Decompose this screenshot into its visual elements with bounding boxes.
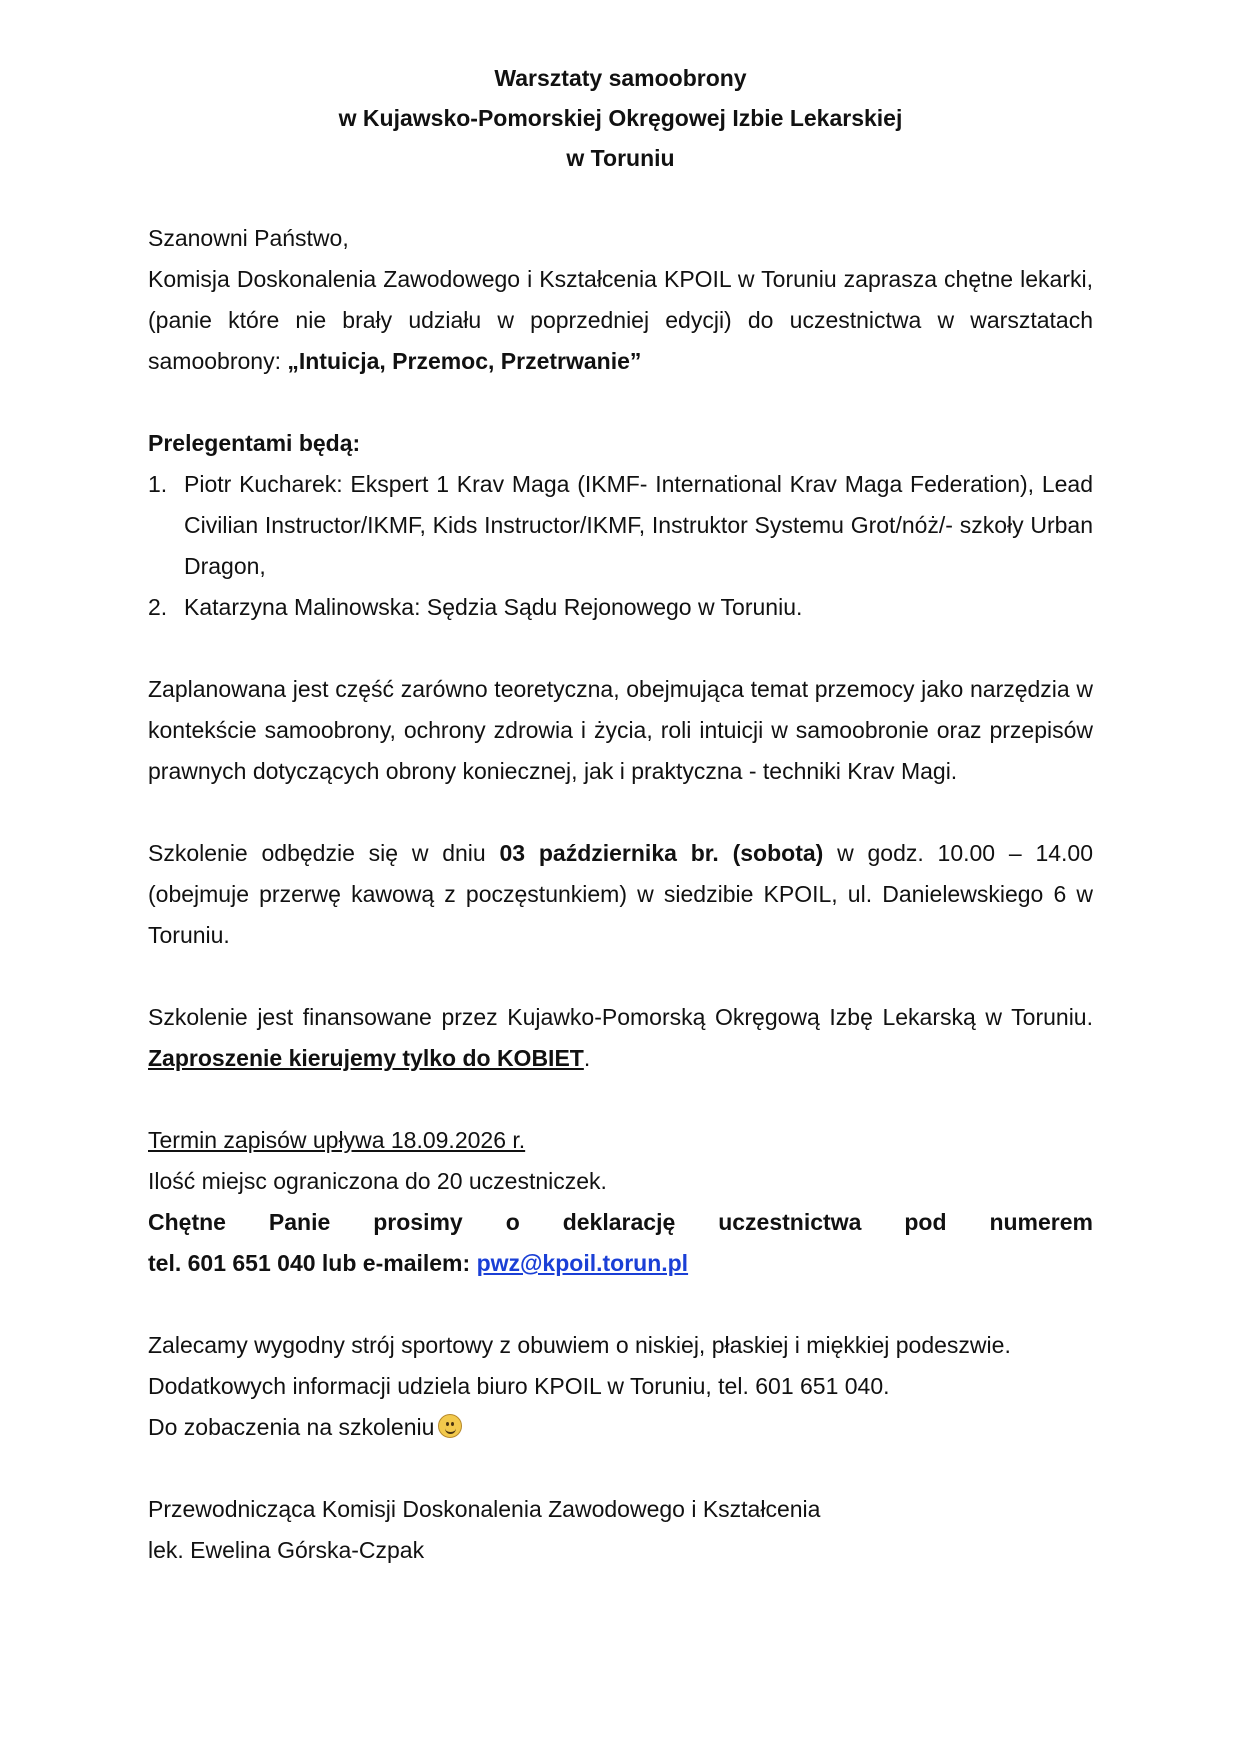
- document-body: [148, 218, 1093, 1571]
- declaration-line-2: [148, 1243, 1093, 1284]
- document-title: [0, 58, 1241, 178]
- women-only-notice: Zaproszenie kierujemy tylko do KOBIET: [148, 1045, 584, 1071]
- list-item-number: 1.: [148, 471, 168, 497]
- registration-deadline: Termin zapisów upływa 18.09.2026 r.: [148, 1127, 526, 1153]
- smiley-face-icon: [438, 1414, 462, 1438]
- list-item-text: Piotr Kucharek: Ekspert 1 Krav Maga (IKMF- International Krav Maga Federation), Lead Civilian Instructor/IKMF, Kids Instructor/IKMF, Instruktor Systemu Grot/nóż/- szkoły Urban Dragon,: [184, 471, 1093, 579]
- intro-text: Komisja Doskonalenia Zawodowego i Kształcenia KPOIL w Toruniu zaprasza chętne lekarki, (panie które nie brały udziału w poprzedniej edycji) do uczestnictwa w warsztatach samoobrony:: [148, 266, 1093, 374]
- declaration-line-1: Chętne Panie prosimy o deklarację uczestnictwa pod numerem: [148, 1209, 1093, 1235]
- list-item-number: 2.: [148, 594, 168, 620]
- title-line-2: w Kujawsko-Pomorskiej Okręgowej Izbie Lekarskiej: [338, 105, 903, 131]
- funding-text: Szkolenie jest finansowane przez Kujawko-Pomorską Okręgową Izbę Lekarską w Toruniu.: [148, 1004, 1093, 1030]
- declaration-contact: tel. 601 651 040 lub e-mailem:: [148, 1250, 477, 1276]
- title-line-3: w Toruniu: [566, 145, 675, 171]
- intro-paragraph: [148, 259, 1093, 382]
- list-item: [148, 587, 1093, 628]
- schedule-after: w godz. 10.00 – 14.00 (obejmuje przerwę kawową z poczęstunkiem) w siedzibie KPOIL, ul. Danielewskiego 6 w Toruniu.: [148, 840, 1093, 948]
- workshop-name: „Intuicja, Przemoc, Przetrwanie”: [287, 348, 642, 374]
- title-line-1: Warsztaty samoobrony: [494, 65, 747, 91]
- signature-role: Przewodnicząca Komisji Doskonalenia Zawodowego i Kształcenia: [148, 1496, 821, 1522]
- speakers-list: [148, 464, 1093, 628]
- closing-text: Do zobaczenia na szkoleniu: [148, 1414, 435, 1440]
- schedule-paragraph: [148, 833, 1093, 956]
- program-paragraph: Zaplanowana jest część zarówno teoretyczna, obejmująca temat przemocy jako narzędzia w kontekście samoobrony, ochrony zdrowia i życia, roli intuicji w samoobronie oraz przepisów prawnych dotyczących obrony koniecznej, jak i praktyczna - techniki Krav Magi.: [148, 676, 1093, 784]
- funding-paragraph: [148, 997, 1093, 1079]
- closing-line: [148, 1407, 1093, 1448]
- speakers-heading: Prelegentami będą:: [148, 430, 361, 456]
- signature-name: lek. Ewelina Górska-Czpak: [148, 1537, 425, 1563]
- email-link[interactable]: pwz@kpoil.torun.pl: [476, 1250, 689, 1276]
- list-item: [148, 464, 1093, 587]
- info-line: Dodatkowych informacji udziela biuro KPOIL w Toruniu, tel. 601 651 040.: [148, 1373, 890, 1399]
- list-item-text: Katarzyna Malinowska: Sędzia Sądu Rejonowego w Toruniu.: [184, 594, 803, 620]
- greeting: Szanowni Państwo,: [148, 225, 349, 251]
- schedule-date: 03 października br. (sobota): [499, 840, 824, 866]
- schedule-before: Szkolenie odbędzie się w dniu: [148, 840, 500, 866]
- attire-paragraph: Zalecamy wygodny strój sportowy z obuwiem o niskiej, płaskiej i miękkiej podeszwie.: [148, 1332, 1011, 1358]
- seat-limit: Ilość miejsc ograniczona do 20 uczestniczek.: [148, 1168, 607, 1194]
- funding-end: .: [583, 1045, 591, 1071]
